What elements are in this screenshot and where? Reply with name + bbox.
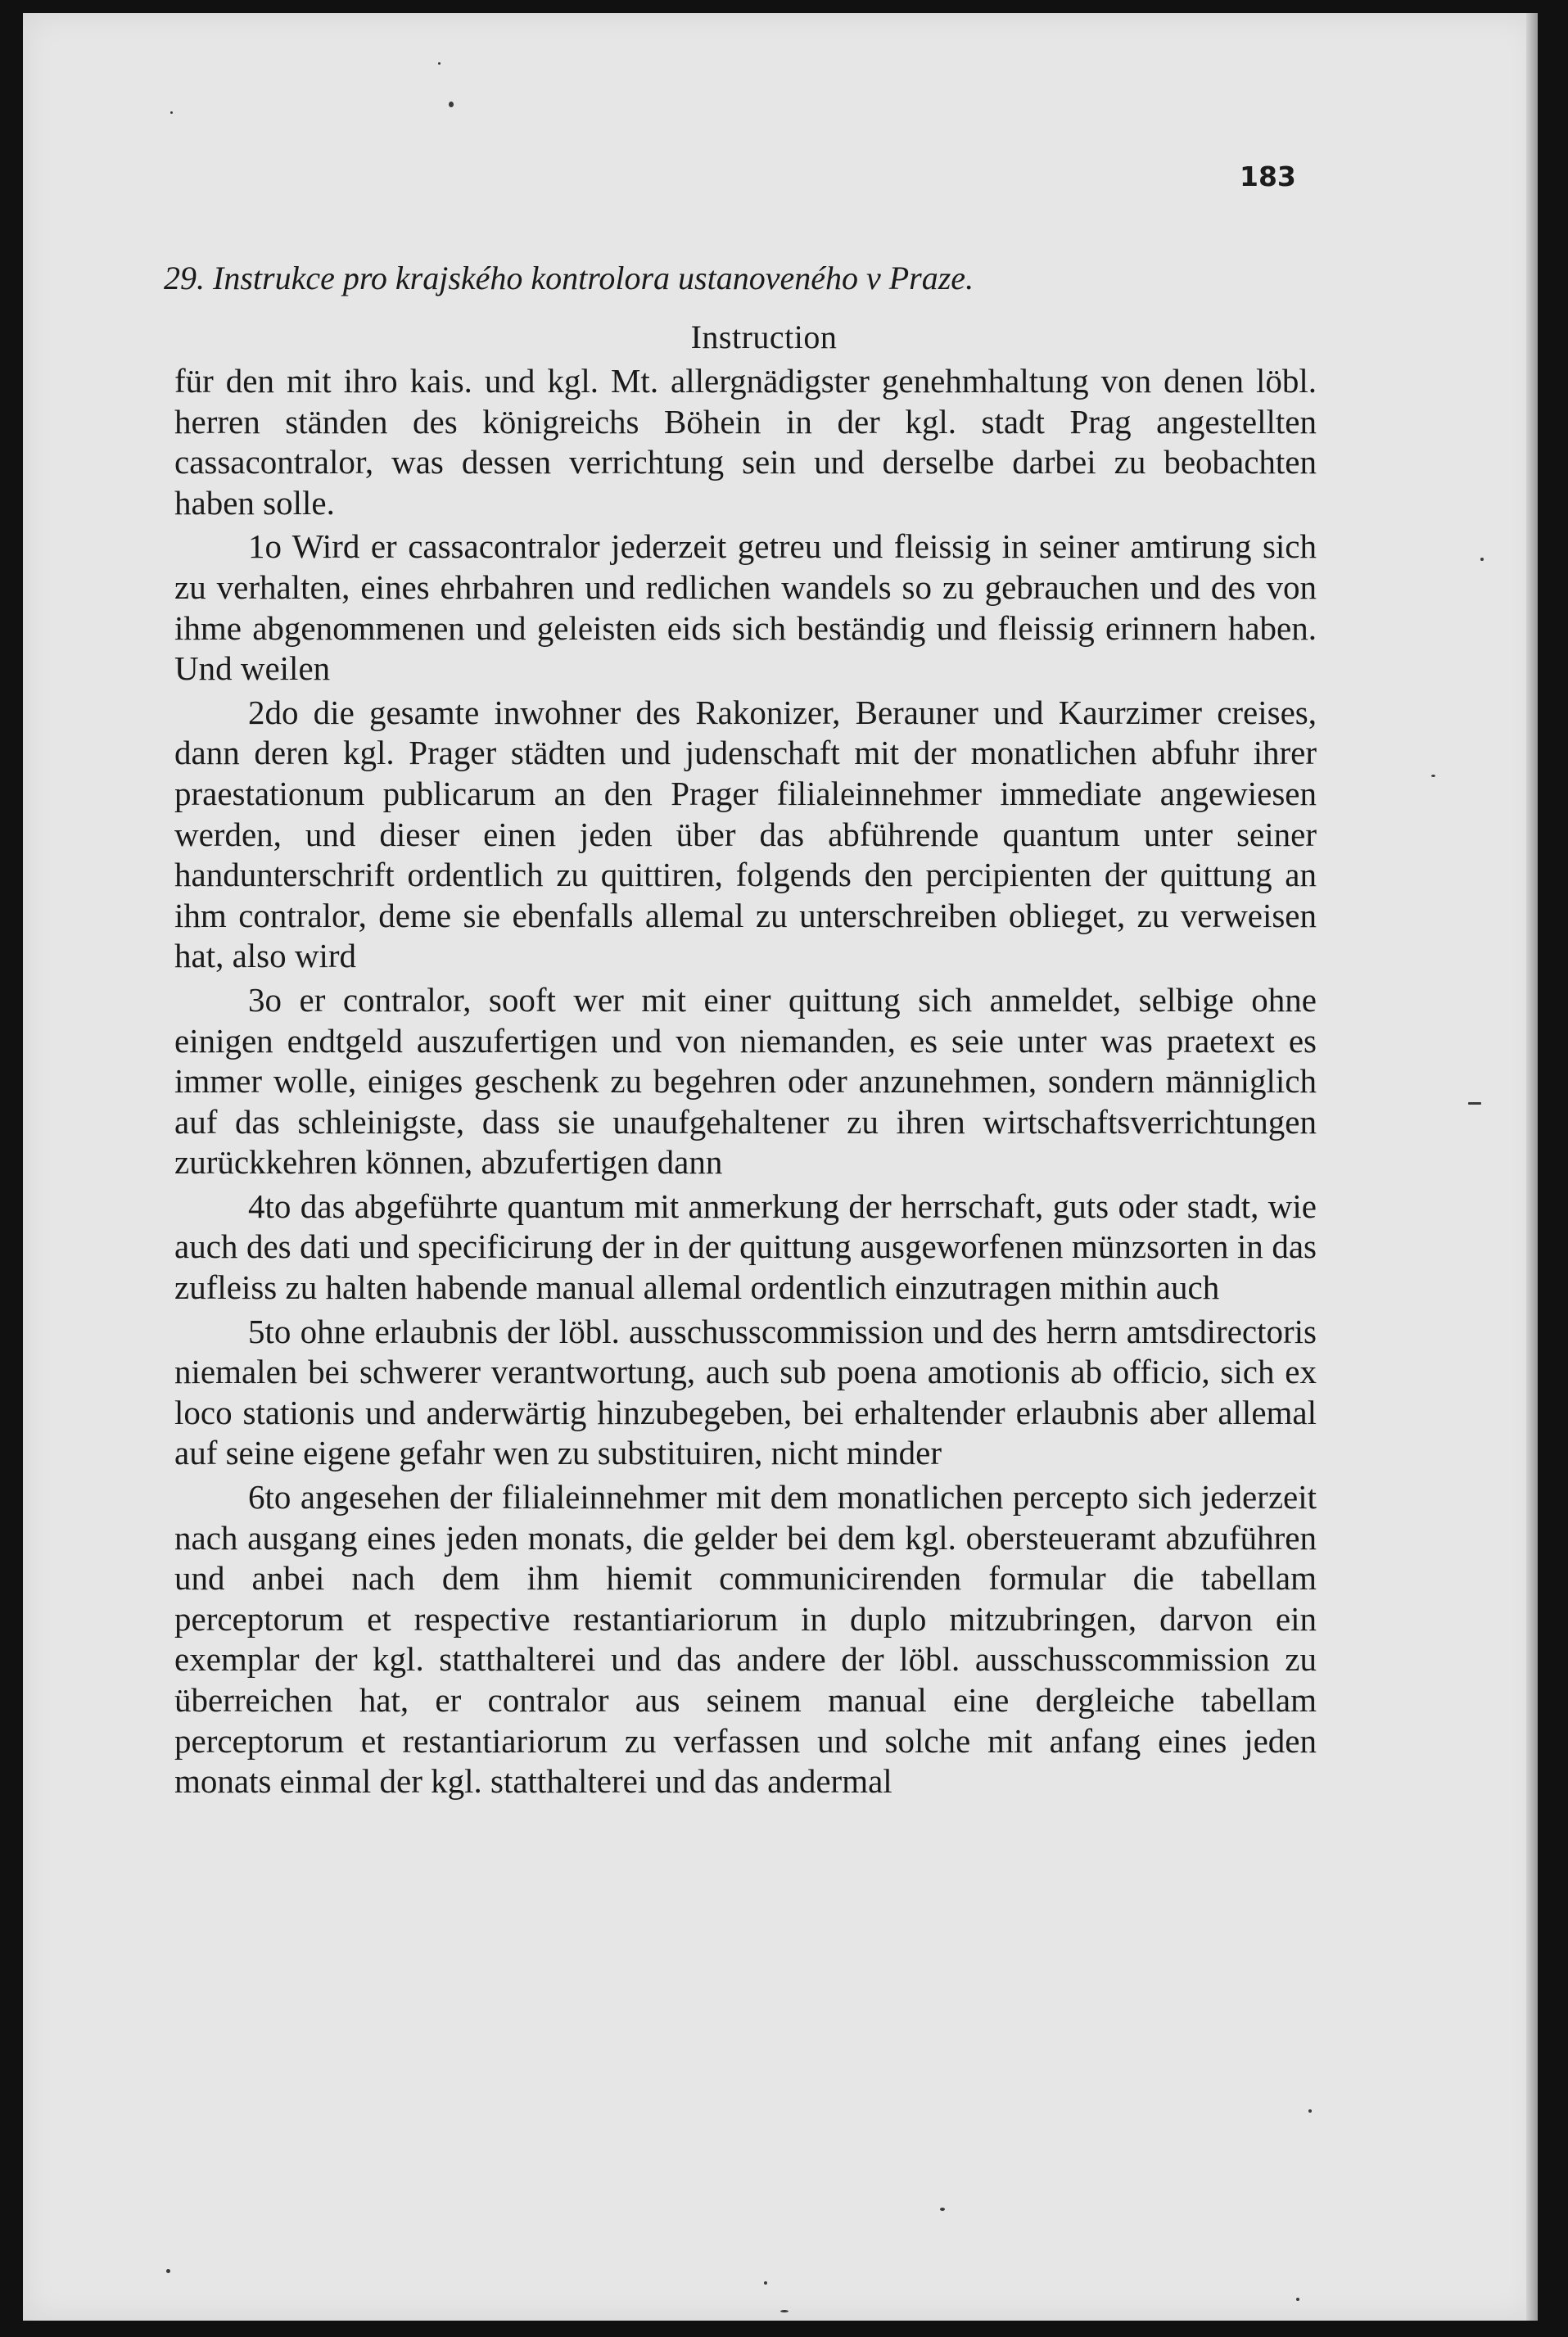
scan-speck: [166, 2269, 170, 2273]
document-title: 29. Instrukce pro krajského kontrolora ustanoveného v Praze.: [164, 260, 974, 296]
paragraph-4: 4to das abgeführte quantum mit anmerkung der herrschaft, guts oder stadt, wie auch des dati und specificirung der in der quittung ausgeworfenen münzsorten in das zufleiss zu halten habende manual allemal ordentlich einzutragen mithin auch: [174, 1187, 1317, 1307]
paragraph-2: 2do die gesamte inwohner des Rakonizer, Berauner und Kaurzimer creises, dann deren kgl. Prager städten und judenschaft mit der monatlichen abfuhr ihrer praestationum publicarum an den Prager filialeinnehmer immediate angewiesen werden, und dieser einen jeden über das abführende quantum unter seiner handunterschrift ordentlich zu quittiren, folgends den percipienten der quittung an ihm contralor, deme sie ebenfalls allemal zu unterschreiben oblieget, zu verweisen hat, also wird: [174, 693, 1317, 975]
scan-speck: [764, 2281, 767, 2285]
paragraph-intro: für den mit ihro kais. und kgl. Mt. allergnädigster genehmhaltung von denen löbl. herren ständen des königreichs Böhein in der kgl. stadt Prag angestellten cassacontralor, was dessen verrichtung sein und derselbe darbei zu beobachten haben solle.: [174, 362, 1317, 522]
scan-speck: [170, 111, 173, 114]
scan-speck: [780, 2310, 789, 2312]
document-subtitle: Instruction: [690, 319, 838, 355]
scan-speck: [1480, 558, 1484, 561]
scan-speck: [940, 2208, 945, 2211]
scan-speck: [1308, 2109, 1312, 2113]
document-page: [23, 13, 1538, 2321]
scan-speck: [1296, 2298, 1299, 2301]
scan-speck: [1468, 1102, 1481, 1105]
paragraph-5: 5to ohne erlaubnis der löbl. ausschusscommission und des herrn amtsdirectoris niemalen bei schwerer verantwortung, auch sub poena amotionis ab officio, sich ex loco stationis und anderwärtig hinzubegeben, bei erhaltender erlaubnis aber allemal auf seine eigene gefahr wen zu substituiren, nicht minder: [174, 1312, 1317, 1472]
paragraph-3: 3o er contralor, sooft wer mit einer quittung sich anmeldet, selbige ohne einigen endtgeld auszufertigen und von niemanden, es seie unter was praetext es immer wolle, einiges geschenk zu begehren oder anzunehmen, sondern männiglich auf das schleinigste, dass sie unaufgehaltener zu ihren wirtschaftsverrichtungen zurückkehren können, abzufertigen dann: [174, 980, 1317, 1182]
page-edge-shadow: [1526, 13, 1538, 2321]
paragraph-6: 6to angesehen der filialeinnehmer mit dem monatlichen percepto sich jederzeit nach ausgang eines jeden monats, die gelder bei dem kgl. obersteueramt abzuführen und anbei nach dem ihm hiemit communicirenden formular die tabellam perceptorum et respective restantiariorum in duplo mitzubringen, darvon ein exemplar der kgl. statthalterei und das andere der löbl. ausschusscommission zu überreichen hat, er contralor aus seinem manual eine dergleiche tabellam perceptorum et restantiariorum zu verfassen und solche mit anfang eines jeden monats einmal der kgl. statthalterei und das andermal: [174, 1478, 1317, 1801]
scan-speck: [449, 102, 454, 107]
document-body: [174, 361, 1317, 1806]
page-number: 183: [1240, 160, 1296, 192]
scan-speck: [1431, 775, 1435, 777]
paragraph-1: 1o Wird er cassacontralor jederzeit getreu und fleissig in seiner amtirung sich zu verhalten, eines ehrbahren und redlichen wandels so zu gebrauchen und des von ihme abgenommenen und geleisten eids sich beständig und fleissig erinnern haben. Und weilen: [174, 527, 1317, 688]
scan-speck: [438, 62, 441, 65]
